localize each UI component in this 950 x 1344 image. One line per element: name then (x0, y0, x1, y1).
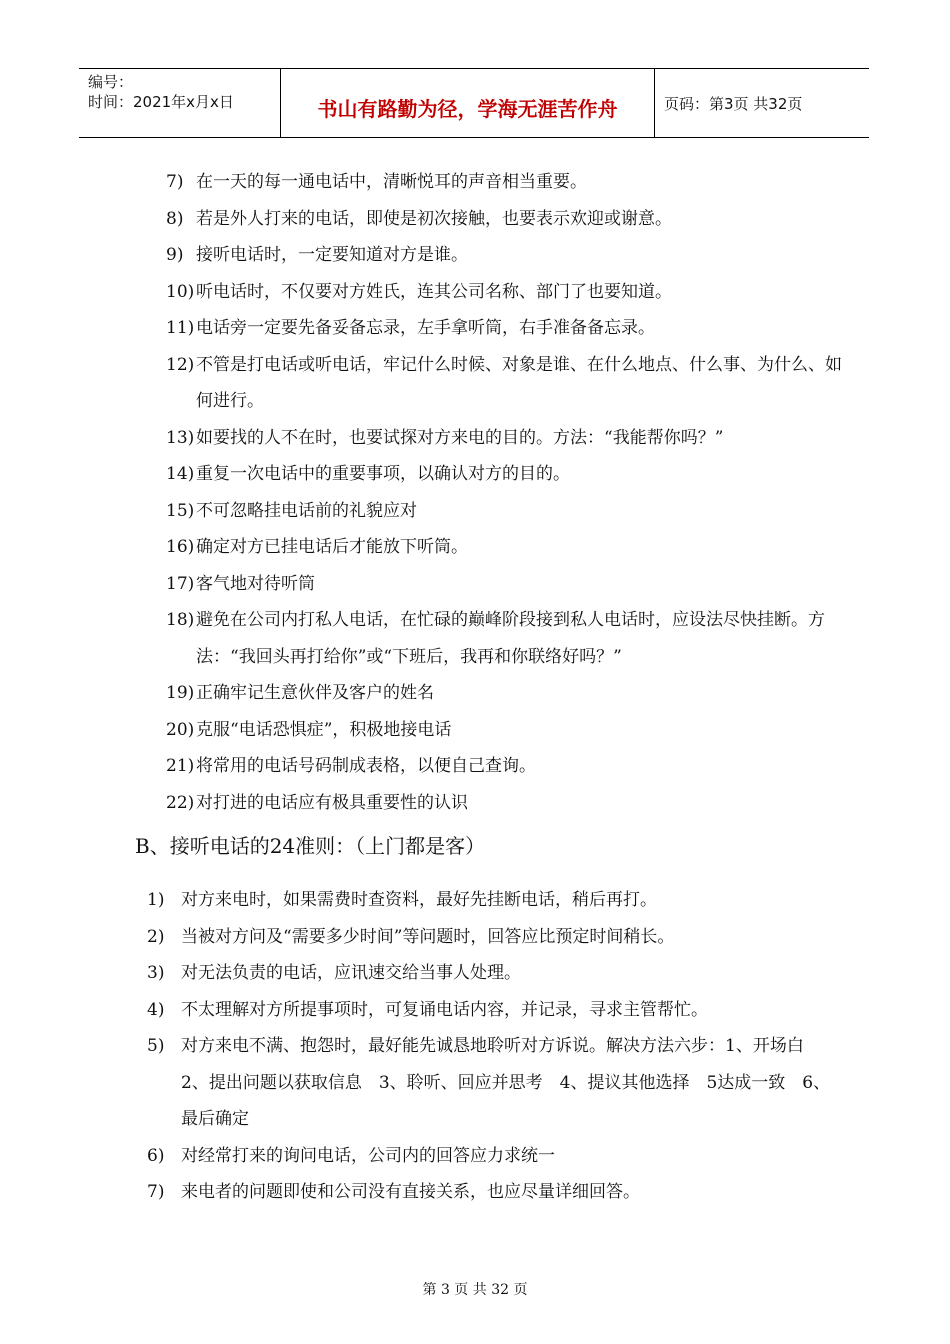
item-number: 14) (166, 464, 195, 484)
list-item (166, 274, 846, 311)
item-number: 4) (147, 999, 165, 1020)
list-item (166, 347, 846, 420)
item-text: 避免在公司内打私人电话，在忙碌的巅峰阶段接到私人电话时，应设法尽快挂断。方法：“我回头再打给你”或“下班后，我再和你联络好吗？” (196, 610, 825, 667)
list-item (147, 1138, 847, 1175)
item-number: 6) (147, 1145, 165, 1166)
time-label: 时间：2021年x月x日 (88, 93, 234, 111)
list-item (166, 529, 846, 566)
item-number: 17) (166, 573, 195, 594)
item-text: 对打进的电话应有极具重要性的认识 (196, 792, 468, 813)
rules-list-a (166, 164, 846, 821)
list-item (147, 955, 847, 992)
item-number: 11) (166, 318, 195, 338)
item-number: 8) (166, 208, 184, 229)
item-text: 对无法负责的电话，应讯速交给当事人处理。 (181, 963, 521, 983)
header-motto-cell (280, 69, 655, 137)
item-text: 正确牢记生意伙伴及客户的姓名 (196, 683, 434, 703)
item-number: 13) (166, 427, 195, 448)
item-number: 1) (147, 890, 165, 910)
item-text: 将常用的电话号码制成表格，以便自己查询。 (196, 756, 536, 776)
list-item (147, 992, 847, 1029)
item-number: 22) (166, 792, 195, 813)
item-number: 3) (147, 963, 165, 983)
list-item (166, 310, 846, 347)
rules-list-b (147, 882, 847, 1211)
item-number: 16) (166, 537, 195, 557)
list-item (166, 237, 846, 274)
item-text: 对方来电时，如果需费时查资料，最好先挂断电话，稍后再打。 (181, 890, 657, 910)
item-text: 克服“电话恐惧症”，积极地接电话 (196, 719, 452, 740)
item-number: 2) (147, 926, 165, 947)
list-item (166, 493, 846, 530)
list-item (147, 882, 847, 919)
item-text: 当被对方问及“需要多少时间”等问题时，回答应比预定时间稍长。 (181, 926, 675, 947)
header-info-cell (79, 69, 280, 137)
item-text: 在一天的每一通电话中，清晰悦耳的声音相当重要。 (196, 172, 587, 192)
item-number: 21) (166, 756, 195, 776)
number-label: 编号： (88, 73, 134, 91)
list-item (166, 420, 846, 457)
list-item (147, 1028, 847, 1138)
list-item (166, 456, 846, 493)
item-number: 7) (147, 1182, 165, 1202)
item-text: 重复一次电话中的重要事项，以确认对方的目的。 (196, 464, 570, 484)
list-item (166, 201, 846, 238)
item-number: 20) (166, 719, 195, 740)
list-item (166, 164, 846, 201)
item-number: 7) (166, 172, 184, 192)
item-text: 接听电话时，一定要知道对方是谁。 (196, 245, 468, 265)
item-text: 确定对方已挂电话后才能放下听筒。 (196, 537, 468, 557)
list-item (166, 785, 846, 822)
item-number: 10) (166, 281, 195, 302)
list-item (166, 566, 846, 603)
item-text: 对经常打来的询问电话，公司内的回答应力求统一 (181, 1145, 555, 1166)
page-footer: 第 3 页 共 32 页 (422, 1282, 528, 1298)
item-text: 不可忽略挂电话前的礼貌应对 (196, 500, 417, 521)
list-item (166, 748, 846, 785)
item-text: 不管是打电话或听电话，牢记什么时候、对象是谁、在什么地点、什么事、为什么、如何进行。 (196, 354, 842, 411)
list-item (166, 675, 846, 712)
item-text: 若是外人打来的电话，即使是初次接触，也要表示欢迎或谢意。 (196, 208, 672, 229)
list-item (147, 919, 847, 956)
item-number: 15) (166, 500, 195, 521)
item-text: 对方来电不满、抱怨时，最好能先诚恳地聆听对方诉说。解决方法六步：1、开场白 2、提出问题以获取信息 3、聆听、回应并思考 4、提议其他选择 5达成一致 6、最后确定 (181, 1036, 831, 1129)
item-number: 9) (166, 245, 184, 265)
section-b-heading: B、接听电话的24准则：（上门都是客） (135, 834, 486, 858)
list-item (166, 712, 846, 749)
item-text: 电话旁一定要先备妥备忘录，左手拿听筒，右手准备备忘录。 (196, 318, 655, 338)
item-text: 不太理解对方所提事项时，可复诵电话内容，并记录，寻求主管帮忙。 (181, 999, 708, 1020)
item-text: 来电者的问题即使和公司没有直接关系，也应尽量详细回答。 (181, 1182, 640, 1202)
item-text: 客气地对待听筒 (196, 573, 315, 594)
list-item (147, 1174, 847, 1211)
page-header (79, 68, 869, 138)
item-number: 19) (166, 683, 195, 703)
motto: 书山有路勤为径，学海无涯苦作舟 (317, 97, 618, 121)
list-item (166, 602, 846, 675)
page-code: 页码：第3页 共32页 (664, 95, 803, 113)
item-text: 听电话时，不仅要对方姓氏，连其公司名称、部门了也要知道。 (196, 281, 672, 302)
item-text: 如要找的人不在时，也要试探对方来电的目的。方法：“我能帮你吗？” (196, 427, 724, 448)
item-number: 18) (166, 610, 195, 630)
item-number: 12) (166, 354, 195, 375)
header-page-cell (654, 69, 869, 137)
item-number: 5) (147, 1036, 165, 1056)
